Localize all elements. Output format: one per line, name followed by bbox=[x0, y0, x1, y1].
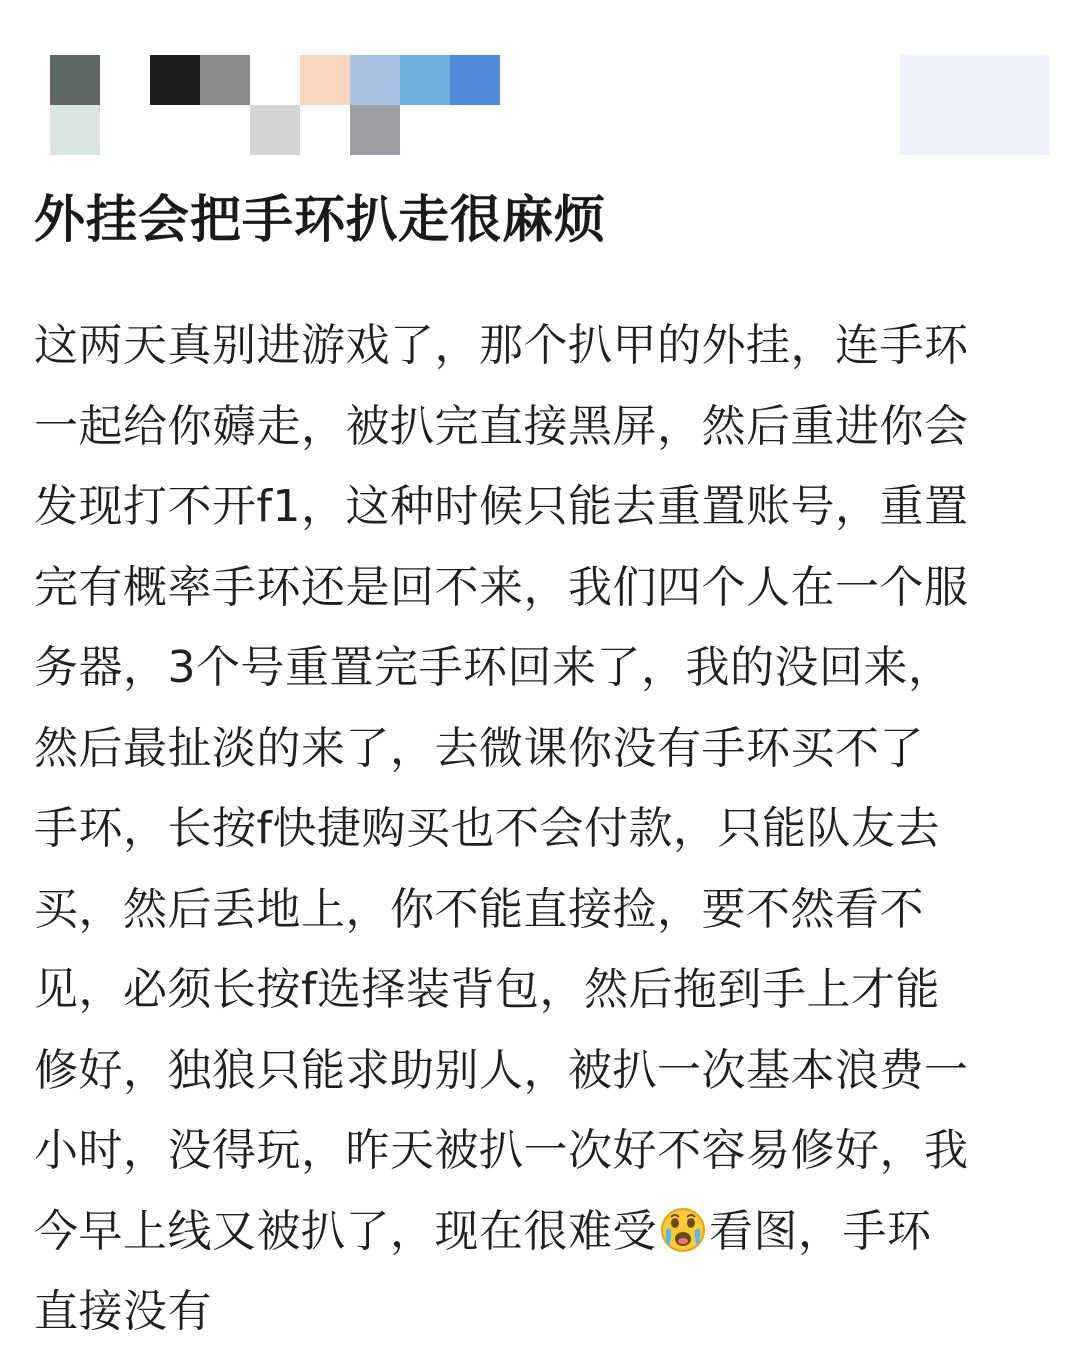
mosaic-tile bbox=[50, 105, 100, 155]
body-line: 务器，3个号重置完手环回来了，我的没回来， bbox=[34, 642, 953, 693]
mosaic-tile bbox=[250, 105, 300, 155]
body-line: 小时，没得玩，昨天被扒一次好不容易修好，我 bbox=[34, 1125, 969, 1176]
mosaic-tile bbox=[400, 55, 450, 105]
body-line: 完有概率手环还是回不来，我们四个人在一个服 bbox=[34, 561, 969, 613]
mosaic-tile bbox=[450, 55, 500, 105]
pixelated-header-mosaic bbox=[0, 0, 1080, 160]
body-line: 发现打不开f1，这种时候只能去重置账号，重置 bbox=[34, 481, 969, 532]
body-line: 买，然后丢地上，你不能直接捡，要不然看不 bbox=[34, 883, 924, 935]
crying-face-emoji-icon bbox=[659, 1200, 707, 1248]
mosaic-tile bbox=[350, 105, 400, 155]
mosaic-tile bbox=[350, 55, 400, 105]
post-body bbox=[34, 306, 1048, 1353]
body-line: 然后最扯淡的来了，去微课你没有手环买不了 bbox=[34, 722, 924, 774]
body-line: 修好，独狼只能求助别人，被扒一次基本浪费一 bbox=[34, 1044, 969, 1096]
body-line: 见，必须长按f选择装背包，然后拖到手上才能 bbox=[34, 964, 940, 1015]
mosaic-tile bbox=[150, 55, 200, 105]
body-line-text: 看图，手环 bbox=[709, 1205, 932, 1257]
post-title: 外挂会把手环扒走很麻烦 bbox=[34, 191, 607, 250]
body-line-text: 今早上线又被扒了，现在很难受 bbox=[34, 1205, 657, 1257]
body-line: 直接没有 bbox=[34, 1286, 212, 1337]
body-line: 一起给你薅走，被扒完直接黑屏，然后重进你会 bbox=[34, 400, 969, 452]
body-line-with-emoji bbox=[34, 1192, 1048, 1273]
mosaic-tile bbox=[200, 55, 250, 105]
mosaic-tile bbox=[50, 55, 100, 105]
mosaic-tile bbox=[300, 55, 350, 105]
mosaic-tile bbox=[900, 55, 1050, 155]
body-line: 这两天真别进游戏了，那个扒甲的外挂，连手环 bbox=[34, 320, 969, 371]
body-line: 手环，长按f快捷购买也不会付款，只能队友去 bbox=[34, 803, 940, 854]
